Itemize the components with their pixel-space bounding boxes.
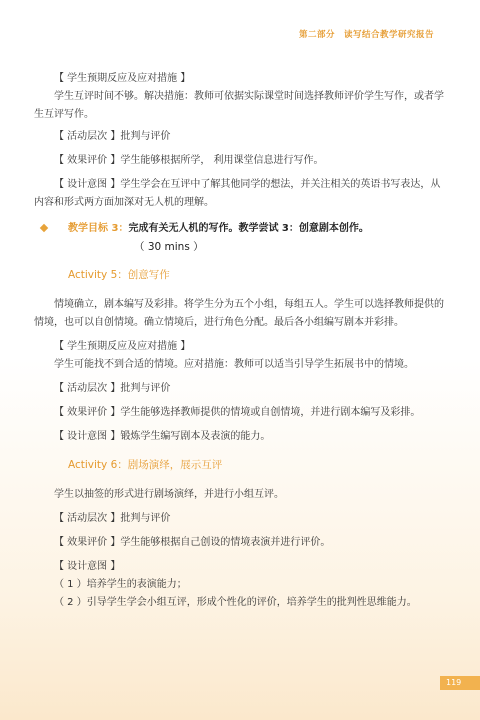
- design-intent: [34, 176, 446, 212]
- section-heading: 【 设计意图 】: [54, 431, 121, 442]
- activity-level: [34, 128, 446, 146]
- paragraph: 学生能够根据自己创设的情境表演并进行评价。: [120, 537, 331, 548]
- goal-text: 完成有关无人机的写作。教学尝试 3：创意剧本创作。: [128, 223, 369, 234]
- paragraph: 锻炼学生编写剧本及表演的能力。: [120, 431, 271, 442]
- goal-duration: （ 30 mins ）: [134, 241, 204, 253]
- paragraph: 批判与评价: [120, 383, 171, 394]
- effect-evaluation: [34, 404, 446, 422]
- effect-evaluation: [34, 152, 446, 170]
- paragraph: 学生能够根据所学， 利用课堂信息进行写作。: [120, 155, 324, 166]
- activity-level: [34, 510, 446, 528]
- paragraph: 批判与评价: [120, 513, 171, 524]
- activity-5-title: Activity 5：创意写作: [68, 269, 170, 281]
- paragraph: 批判与评价: [120, 131, 171, 142]
- paragraph: 情境确立，剧本编写及彩排。将学生分为五个小组，每组五人。学生可以选择教师提供的情境，也可以自创情境。确立情境后，进行角色分配。最后各小组编写剧本并彩排。: [34, 299, 444, 328]
- paragraph: 学生学会在互评中了解其他同学的想法，并关注相关的英语书写表达，从内容和形式两方面加深对无人机的理解。: [34, 179, 441, 208]
- section-heading: 【 活动层次 】: [54, 513, 121, 524]
- activity-6-title: Activity 6：剧场演绎，展示互评: [68, 459, 223, 471]
- section-heading: 【 效果评价 】: [54, 537, 121, 548]
- section-heading: 【 效果评价 】: [54, 155, 121, 166]
- goal-label: 教学目标 3：: [68, 223, 129, 234]
- effect-evaluation: [34, 534, 446, 552]
- list-item: （ 2 ）引导学生学会小组互评，形成个性化的评价，培养学生的批判性思维能力。: [54, 597, 417, 608]
- design-intent: [34, 428, 446, 446]
- section-heading: 【 学生预期反应及应对措施 】: [54, 341, 191, 352]
- section-heading: 【 效果评价 】: [54, 407, 121, 418]
- running-header: 第二部分 读写结合教学研究报告: [298, 30, 434, 40]
- section-heading: 【 活动层次 】: [54, 131, 121, 142]
- paragraph: 学生可能找不到合适的情境。应对措施：教师可以适当引导学生拓展书中的情境。: [54, 359, 414, 370]
- paragraph: 学生以抽签的形式进行剧场演绎，并进行小组互评。: [54, 489, 284, 500]
- section-heading: 【 活动层次 】: [54, 383, 121, 394]
- page-number: 119: [440, 676, 480, 690]
- section-heading: 【 设计意图 】: [54, 561, 121, 572]
- paragraph: 学生互评时间不够。解决措施：教师可依据实际课堂时间选择教师评价学生写作，或者学生互评写作。: [34, 91, 444, 120]
- paragraph: 学生能够选择教师提供的情境或自创情境，并进行剧本编写及彩排。: [120, 407, 421, 418]
- section-heading: 【 学生预期反应及应对措施 】: [54, 73, 191, 84]
- list-item: （ 1 ）培养学生的表演能力；: [54, 579, 187, 590]
- section-heading: 【 设计意图 】: [54, 179, 121, 190]
- activity-level: [34, 380, 446, 398]
- teaching-goal: [34, 220, 446, 238]
- diamond-bullet-icon: [40, 224, 48, 232]
- page-content: [34, 70, 446, 612]
